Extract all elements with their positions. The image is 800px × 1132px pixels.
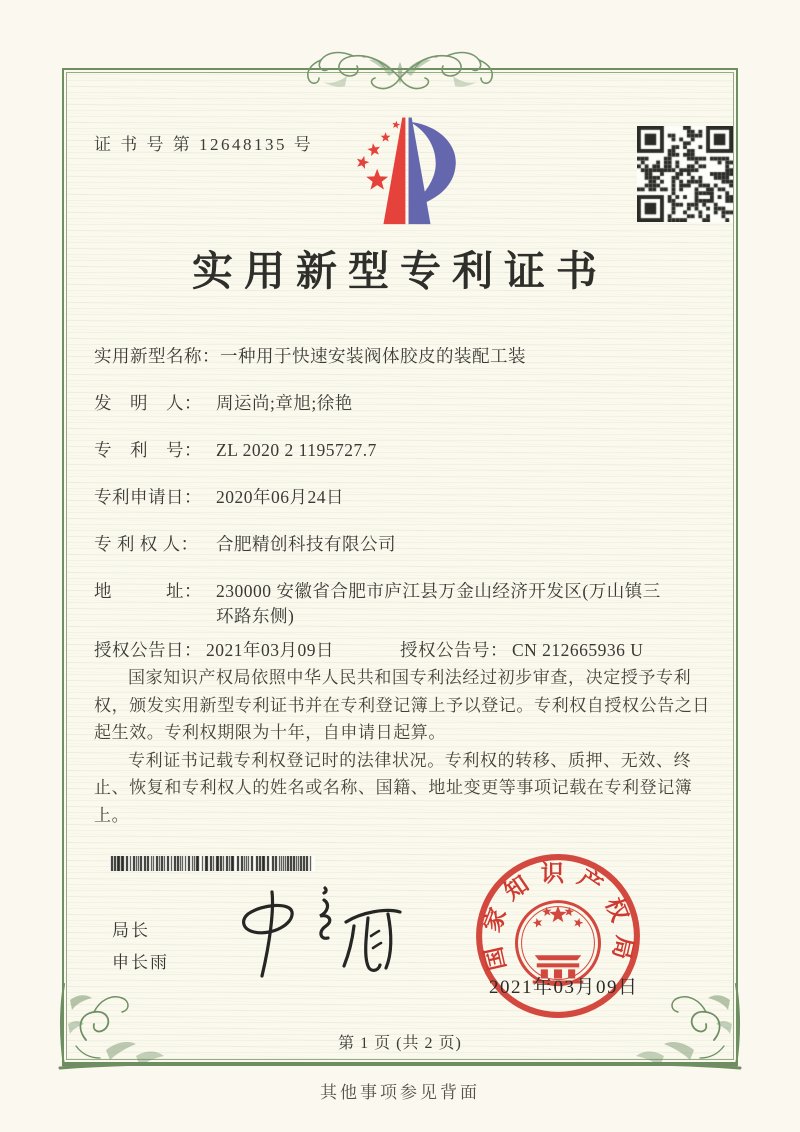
- field-value: 一种用于快速安装阀体胶皮的装配工装: [220, 346, 526, 366]
- officer-name: 申长雨: [112, 953, 169, 972]
- field-value: ZL 2020 2 1195727.7: [216, 440, 377, 460]
- field-value: 230000 安徽省合肥市庐江县万金山经济开发区(万山镇三环路东侧): [216, 581, 661, 626]
- grant-date-pair: [94, 638, 400, 663]
- field-value: 2020年06月24日: [216, 487, 344, 507]
- field-label: 发 明 人：: [94, 393, 202, 413]
- cnipa-logo-icon: [350, 110, 465, 238]
- legal-paragraph-1: 国家知识产权局依照中华人民共和国专利法经过初步审查，决定授予专利权，颁发实用新型专利证书并在专利登记簿上予以登记。专利权自授权公告之日起生效。专利权期限为十年，自申请日起算。: [94, 668, 710, 742]
- fields-block: [94, 344, 662, 663]
- field-value: 合肥精创科技有限公司: [216, 534, 396, 554]
- field-row-inventor: [94, 391, 662, 416]
- field-label: 专利申请日：: [94, 487, 202, 507]
- barcode: [110, 856, 315, 871]
- page-number: 第 1 页 (共 2 页): [338, 1035, 462, 1052]
- seal-date: 2021年03月09日: [489, 977, 639, 998]
- legal-paragraph-2: 专利证书记载专利权登记时的法律状况。专利权的转移、质押、无效、终止、恢复和专利权人的姓名或名称、国籍、地址变更等事项记载在专利登记簿上。: [94, 750, 693, 825]
- field-value: 周运尚;章旭;徐艳: [216, 393, 353, 413]
- grant-number-value: CN 212665936 U: [512, 640, 644, 660]
- certificate-title: 实用新型专利证书: [192, 248, 608, 294]
- grant-row: [94, 638, 662, 663]
- qr-code: [637, 126, 733, 222]
- field-label: 地 址：: [94, 581, 202, 601]
- back-side-note: 其他事项参见背面: [320, 1083, 480, 1102]
- grant-number-label: 授权公告号：: [400, 640, 508, 660]
- field-row-patent-number: [94, 438, 662, 463]
- field-row-name: [94, 344, 662, 369]
- field-row-address: [94, 579, 662, 629]
- field-row-patentee: [94, 532, 662, 557]
- officer-title: 局长: [112, 921, 150, 940]
- certificate-number: 证 书 号 第 12648135 号: [94, 135, 314, 154]
- grant-date-label: 授权公告日：: [94, 640, 202, 660]
- seal-ring-text: 国家知识产权局: [478, 861, 638, 973]
- field-label: 实用新型名称：: [94, 346, 220, 366]
- grant-date-value: 2021年03月09日: [206, 640, 334, 660]
- signature-icon: [228, 880, 413, 988]
- legal-text-block: [94, 664, 710, 829]
- grant-number-pair: [400, 638, 643, 663]
- field-label: 专 利 号：: [94, 440, 202, 460]
- field-row-filing-date: [94, 485, 662, 510]
- field-label: 专 利 权 人：: [94, 534, 199, 554]
